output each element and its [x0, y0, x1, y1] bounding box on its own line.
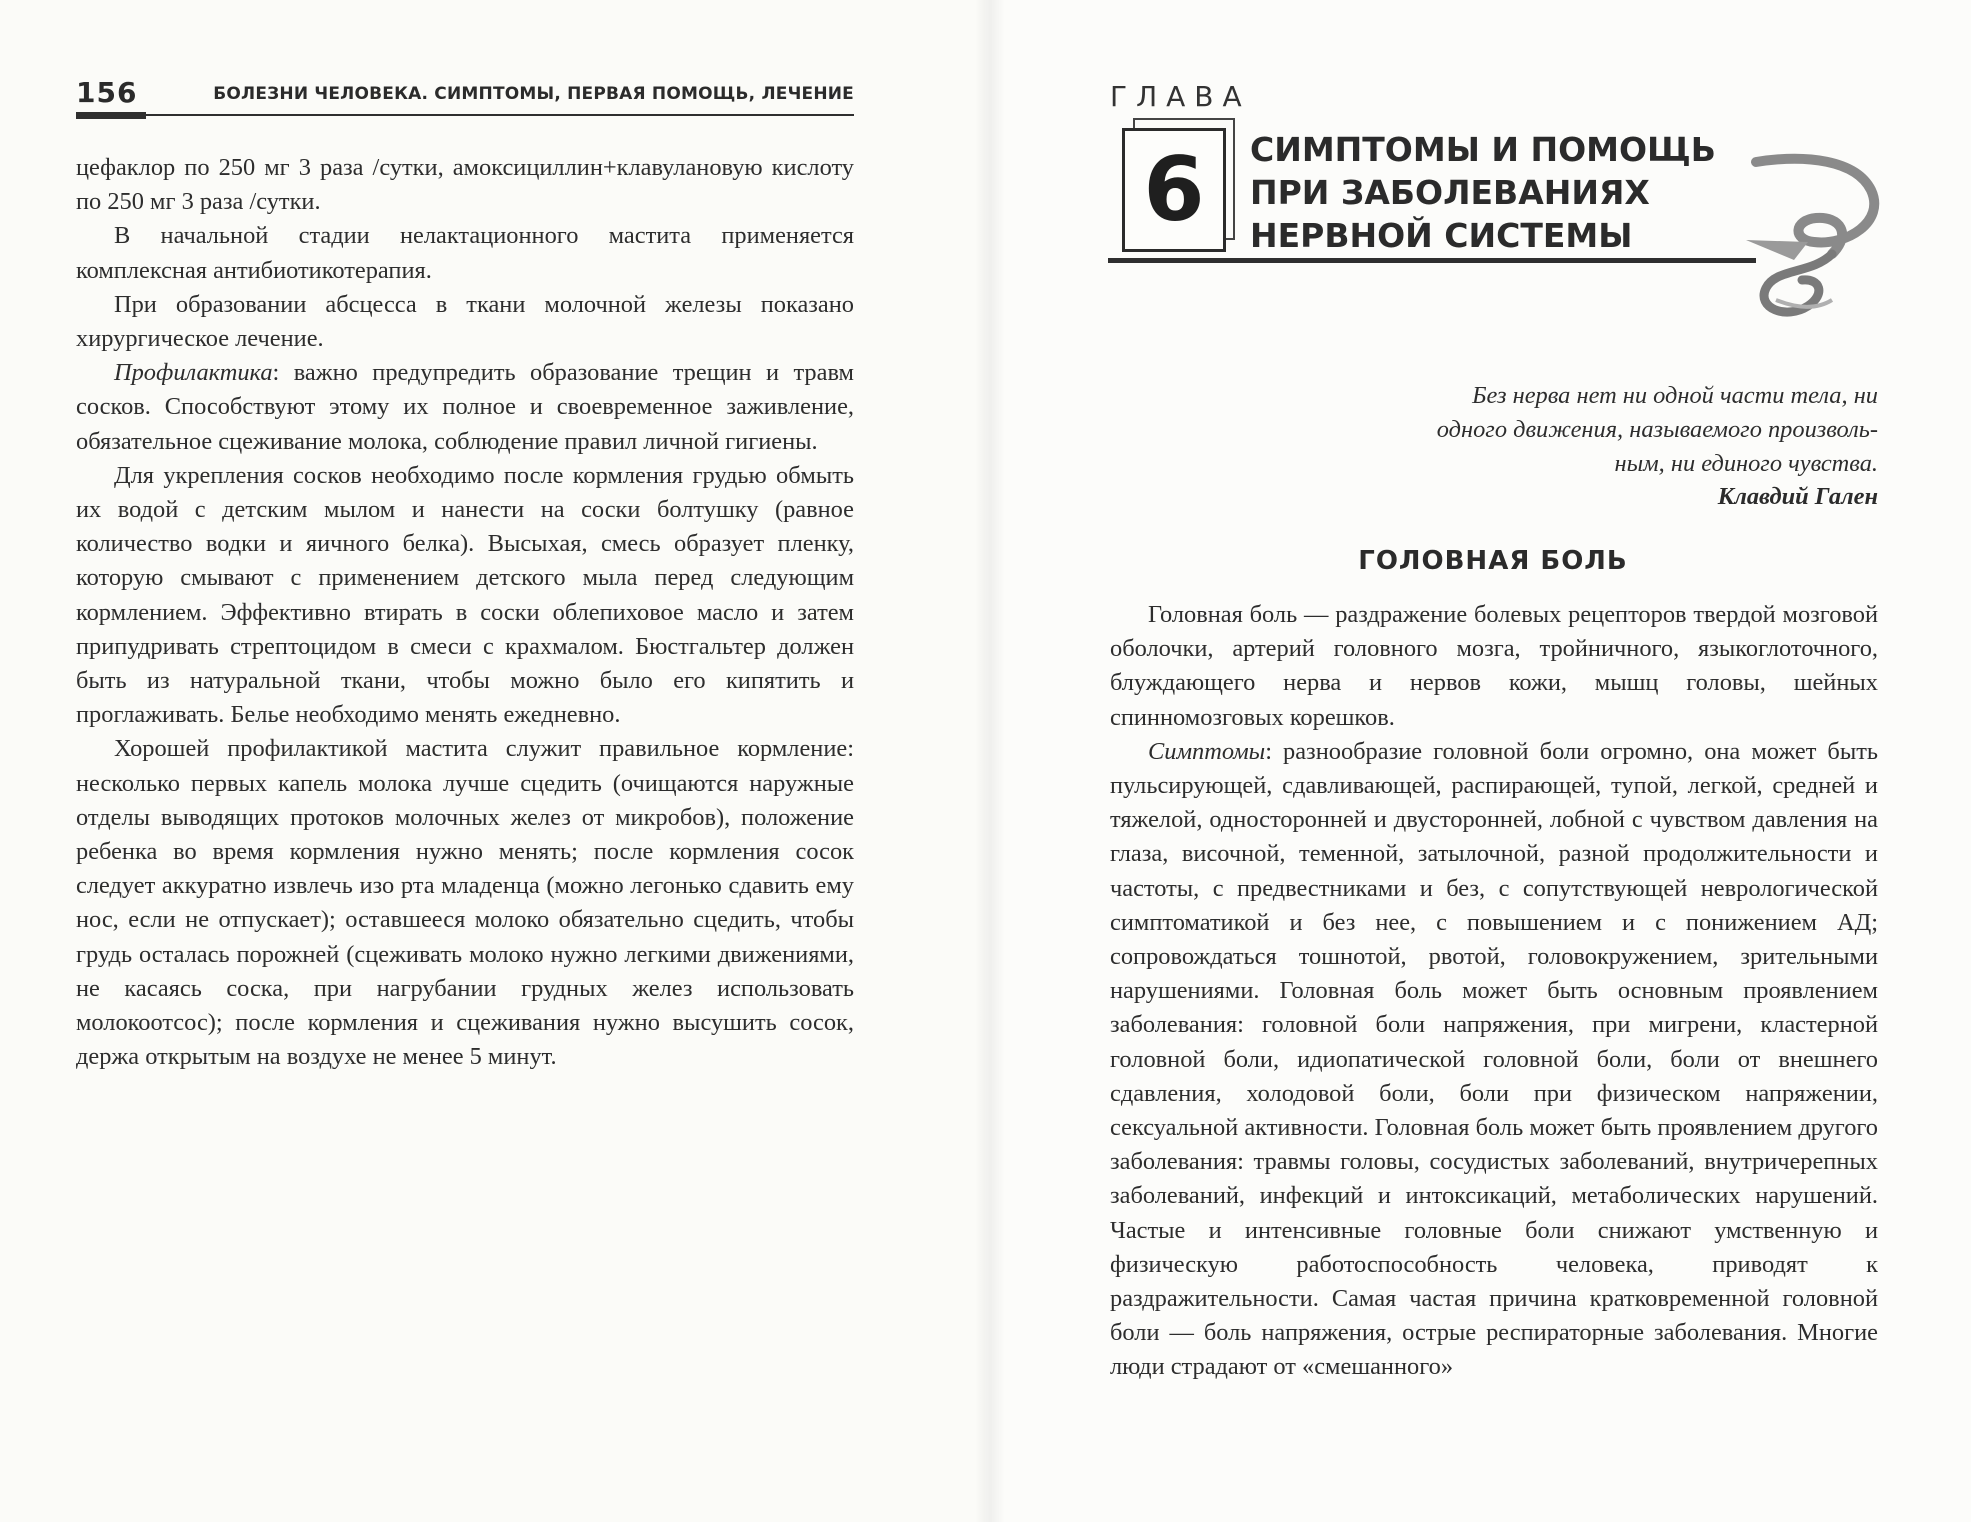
chapter-title-line: НЕРВНОЙ СИСТЕМЫ	[1250, 216, 1633, 255]
book-gutter	[975, 0, 1005, 1522]
chapter-label: ГЛАВА	[1110, 80, 1251, 113]
header-rule-accent	[76, 112, 146, 119]
paragraph-lead: Симптомы	[1148, 737, 1266, 765]
paragraph: Для укрепления сосков необходимо после кормления грудью обмыть их водой с детским мылом и нанести на соски болтушку (равное количество водки и яичного белка). Высыхая, смесь образует пленку, которую смывают с применением детского мыла перед следующим кормлением. Эффективно втирать в соски облепиховое масло и затем припудривать стрептоцидом в смеси с крахмалом. Бюстгальтер должен быть из натуральной ткани, чтобы можно было его кипятить и проглаживать. Белье необходимо менять ежедневно.	[76, 461, 854, 729]
header-rule	[76, 114, 854, 116]
paragraph: При образовании абсцесса в ткани молочной железы показано хирургическое лечение.	[76, 290, 854, 353]
running-header	[76, 76, 854, 116]
chapter-rule	[1108, 258, 1756, 263]
serpent-emblem-icon	[1736, 150, 1886, 326]
epigraph-author: Клавдий Гален	[1717, 483, 1878, 510]
paragraph-lead: Профилактика	[114, 359, 273, 387]
running-title: БОЛЕЗНИ ЧЕЛОВЕКА. СИМПТОМЫ, ПЕРВАЯ ПОМОЩЬ, ЛЕЧЕНИЕ	[213, 84, 854, 104]
paragraph: Симптомы: разнообразие головной боли огромно, она может быть пульсирующей, сдавливающей, распирающей, тупой, легкой, средней и тяжелой, односторонней и двусторонней, лобной с чувством давления на глаза, височной, теменной, затылочной, разной продолжительности и частоты, с предвестниками и без, с сопутствующей неврологической симптоматикой и без нее, с повышением и с понижением АД; сопровождаться тошнотой, рвотой, головокружением, зрительными нарушениями. Головная боль может быть основным проявлением заболевания: головной боли напряжения, при мигрени, кластерной головной боли, идиопатической головной боли, боли от внешнего сдавления, холодовой боли, боли при физическом напряжении, сексуальной активности. Головная боль может быть проявлением другого заболевания: травмы головы, сосудистых заболеваний, внутричерепных заболеваний, инфекций и интоксикаций, метаболических нарушений. Частые и интенсивные головные боли снижают умственную и физическую работоспособность человека, приводят к раздражительности. Самая частая причина кратковременной головной боли — боль напряжения, острые респираторные заболевания. Многие люди страдают от «смешанного»	[1110, 737, 1878, 1381]
epigraph	[1150, 379, 1878, 482]
page-number: 156	[76, 76, 138, 109]
paragraph: Профилактика: важно предупредить образование трещин и травм сосков. Способствуют этому их полное и своевременное заживление, обязательное сцеживание молока, соблюдение правил личной гигиены.	[76, 359, 854, 455]
epigraph-line: ным, ни единого чувства.	[1614, 450, 1878, 478]
paragraph: цефаклор по 250 мг 3 раза /сутки, амоксициллин+клавулановую кислоту по 250 мг 3 раза /сутки.	[76, 154, 854, 216]
epigraph-line: одного движения, называемого произволь-	[1436, 416, 1878, 444]
chapter-title-line: ПРИ ЗАБОЛЕВАНИЯХ	[1250, 173, 1650, 212]
right-body-text	[1110, 598, 1878, 1385]
chapter-title-line: СИМПТОМЫ И ПОМОЩЬ	[1250, 130, 1716, 169]
paragraph: Головная боль — раздражение болевых рецепторов твердой мозговой оболочки, артерий головного мозга, тройничного, языкоглоточного, блуждающего нерва и нервов кожи, мышц головы, шейных спинномозговых корешков.	[1110, 601, 1878, 731]
paragraph: Хорошей профилактикой мастита служит правильное кормление: несколько первых капель молока лучше сцедить (очищаются наружные отделы выводящих протоков молочных желез от микробов), положение ребенка во время кормления нужно менять; после кормления сосок следует аккуратно извлечь изо рта младенца (можно легонько сдавить ему нос, если не отпускает); оставшееся молоко обязательно сцедить, чтобы грудь осталась порожней (сцеживать молоко нужно легкими движениями, не касаясь соска, при нагрубании грудных желез использовать молокоотсос); после кормления и сцеживания нужно высушить сосок, держа открытым на воздухе не менее 5 минут.	[76, 735, 854, 1071]
left-body-text	[76, 151, 854, 1074]
chapter-number: 6	[1143, 138, 1205, 241]
left-page	[0, 0, 985, 1522]
epigraph-line: Без нерва нет ни одной части тела, ни	[1472, 382, 1878, 409]
chapter-title	[1250, 128, 1716, 257]
paragraph: В начальной стадии нелактационного мастита применяется комплексная антибиотикотерапия.	[76, 222, 854, 284]
section-title: ГОЛОВНАЯ БОЛЬ	[1358, 546, 1628, 576]
